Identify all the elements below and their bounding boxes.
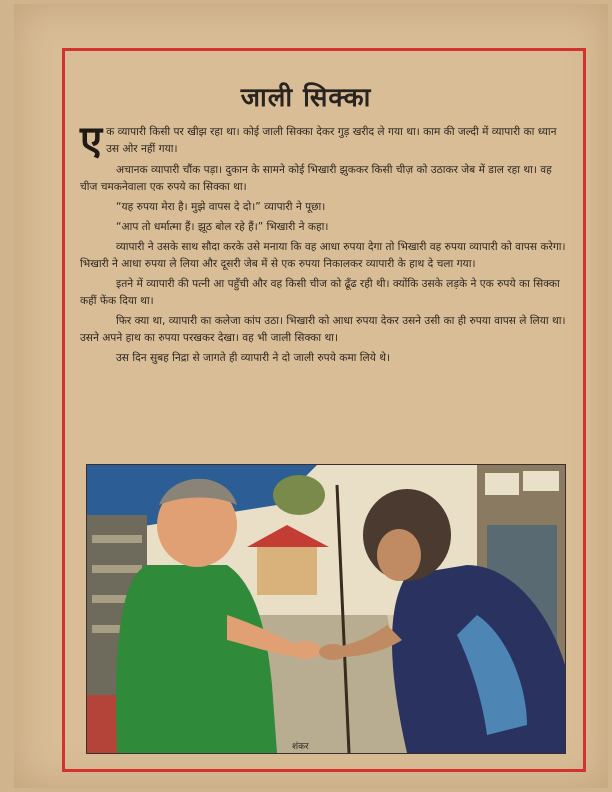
paragraph-1: एक व्यापारी किसी पर खीझ रहा था। कोई जाली सिक्का देकर गुड़ खरीद ले गया था। काम की जल्दी में व्यापारी का ध्यान उस ओर नहीं गया। xyxy=(80,118,557,164)
paragraph-5: व्यापारी ने उसके साथ सौदा करके उसे मनाया कि वह आधा रुपया देगा तो भिखारी वह रुपया व्यापारी को वापस करेगा। भिखारी ने आधा रुपया ले लिया और दूसरी जेब में से एक रुपया निकालकर व्यापारी के हाथ दे चला गया। xyxy=(80,241,566,270)
illustration-svg xyxy=(87,465,565,753)
story-title: जाली सिक्का xyxy=(240,83,372,113)
paragraph-2: अचानक व्यापारी चौंक पड़ा। दुकान के सामने कोई भिखारी झुककर किसी चीज़ को उठाकर जेब में डाल रहा था। वह चीज चमकनेवाला एक रुपये का सिक्का था। xyxy=(80,164,552,193)
story-illustration xyxy=(86,464,566,754)
drop-cap: ए xyxy=(80,118,103,164)
paragraph-4: “आप तो धर्मात्मा हैं। झूठ बोल रहे हैं।” भिखारी ने कहा। xyxy=(116,221,329,233)
artist-signature: शंकर xyxy=(292,742,309,752)
paragraph-6: इतने में व्यापारी की पत्नी आ पहुँची और वह किसी चीज को ढूँढ रही थी। क्योंकि उसके लड़के ने एक रुपये का सिक्का कहीं फेंक दिया था। xyxy=(80,278,560,307)
paragraph-7: फिर क्या था, व्यापारी का कलेजा कांप उठा। भिखारी को आधा रुपया देकर उसने उसी का ही रुपया वापस ले लिया था। उसने अपने हाथ का रुपया परखकर देखा। वह भी जाली सिक्का था। xyxy=(80,315,566,344)
paragraph-8: उस दिन सुबह निद्रा से जागते ही व्यापारी ने दो जाली रुपये कमा लिये थे। xyxy=(116,352,391,364)
paragraph-3: “यह रुपया मेरा है। मुझे वापस दे दो।” व्यापारी ने पूछा। xyxy=(116,201,326,213)
story-text xyxy=(80,118,568,370)
